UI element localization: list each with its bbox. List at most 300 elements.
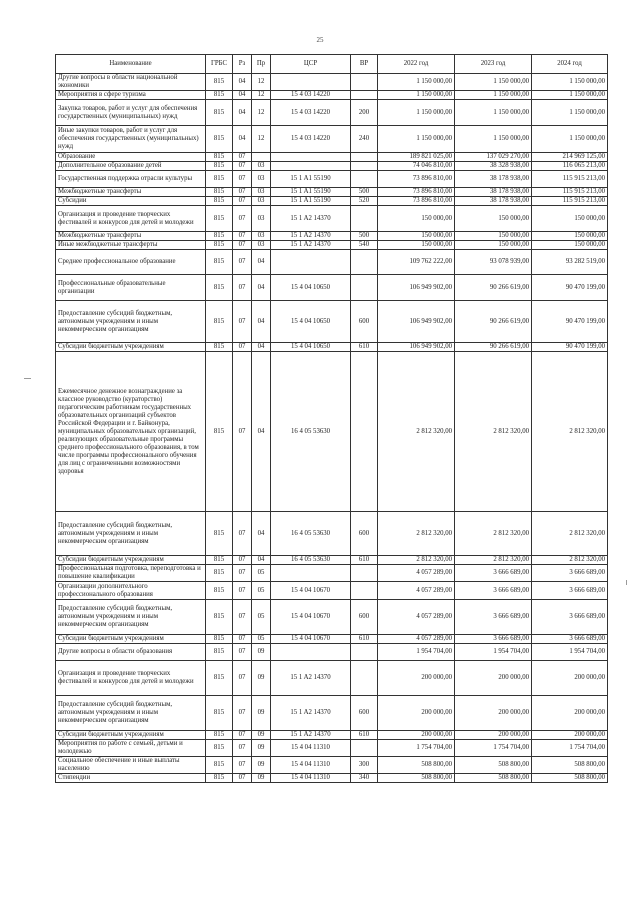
row-2023: 3 666 689,00 [455, 635, 532, 644]
row-pr: 09 [252, 644, 271, 661]
row-2022: 1 150 000,00 [378, 91, 455, 100]
table-row [56, 582, 608, 600]
row-2024: 115 915 213,00 [532, 171, 608, 188]
row-csr [271, 565, 351, 582]
row-csr: 16 4 05 53630 [271, 352, 351, 512]
row-2022: 150 000,00 [378, 232, 455, 241]
row-2023: 1 150 000,00 [455, 91, 532, 100]
row-2022: 106 949 902,00 [378, 343, 455, 352]
row-csr: 15 1 A2 14370 [271, 206, 351, 232]
row-2022: 4 057 289,00 [378, 600, 455, 635]
table-row [56, 206, 608, 232]
table-row [56, 661, 608, 696]
row-pr: 12 [252, 100, 271, 126]
row-2023: 90 266 619,00 [455, 343, 532, 352]
row-grbs: 815 [206, 153, 233, 162]
row-rz: 07 [233, 556, 252, 565]
row-rz: 07 [233, 153, 252, 162]
row-csr: 15 4 04 10670 [271, 582, 351, 600]
row-2022: 508 800,00 [378, 757, 455, 774]
row-name: Профессиональные образовательные организации [56, 275, 206, 301]
row-pr: 03 [252, 162, 271, 171]
row-csr: 15 4 03 14220 [271, 91, 351, 100]
table-row [56, 343, 608, 352]
header-csr: ЦСР [271, 55, 351, 74]
row-2024: 1 754 704,00 [532, 740, 608, 757]
header-vr: ВР [351, 55, 378, 74]
budget-table [55, 54, 608, 783]
row-rz: 07 [233, 188, 252, 197]
row-2023: 2 812 320,00 [455, 352, 532, 512]
row-2024: 200 000,00 [532, 661, 608, 696]
row-csr: 15 4 03 14220 [271, 100, 351, 126]
row-name: Образование [56, 153, 206, 162]
scan-mark-right [626, 580, 627, 585]
row-2024: 90 470 199,00 [532, 343, 608, 352]
row-csr: 15 4 04 10650 [271, 301, 351, 343]
row-2024: 2 812 320,00 [532, 556, 608, 565]
table-row [56, 188, 608, 197]
row-2022: 1 754 704,00 [378, 740, 455, 757]
row-name: Предоставление субсидий бюджетным, автономным учреждениям и иным некоммерческим организациям [56, 301, 206, 343]
row-rz: 07 [233, 232, 252, 241]
row-rz: 07 [233, 352, 252, 512]
table-row [56, 774, 608, 783]
row-rz: 07 [233, 731, 252, 740]
table-row [56, 171, 608, 188]
row-rz: 07 [233, 565, 252, 582]
header-name: Наименование [56, 55, 206, 74]
row-2024: 508 800,00 [532, 774, 608, 783]
row-vr: 340 [351, 774, 378, 783]
row-name: Субсидии бюджетным учреждениям [56, 343, 206, 352]
row-vr [351, 565, 378, 582]
row-2024: 508 800,00 [532, 757, 608, 774]
row-2023: 3 666 689,00 [455, 600, 532, 635]
row-2024: 1 150 000,00 [532, 126, 608, 153]
row-rz: 07 [233, 757, 252, 774]
table-row [56, 232, 608, 241]
row-pr: 03 [252, 171, 271, 188]
row-name: Дополнительное образование детей [56, 162, 206, 171]
row-pr: 05 [252, 582, 271, 600]
row-grbs: 815 [206, 162, 233, 171]
row-grbs: 815 [206, 206, 233, 232]
row-pr: 03 [252, 232, 271, 241]
row-2022: 1 150 000,00 [378, 74, 455, 91]
row-2023: 150 000,00 [455, 241, 532, 250]
row-csr: 15 4 04 10650 [271, 275, 351, 301]
row-2024: 1 954 704,00 [532, 644, 608, 661]
row-grbs: 815 [206, 197, 233, 206]
row-csr: 15 1 A1 55190 [271, 188, 351, 197]
row-2022: 73 896 810,00 [378, 188, 455, 197]
table-header-row [56, 55, 608, 74]
row-2024: 214 969 125,00 [532, 153, 608, 162]
row-vr: 600 [351, 600, 378, 635]
table-row [56, 757, 608, 774]
row-2023: 200 000,00 [455, 661, 532, 696]
row-pr: 05 [252, 635, 271, 644]
row-name: Среднее профессиональное образование [56, 250, 206, 275]
row-rz: 07 [233, 661, 252, 696]
row-2022: 74 046 810,00 [378, 162, 455, 171]
row-rz: 07 [233, 343, 252, 352]
row-grbs: 815 [206, 661, 233, 696]
row-grbs: 815 [206, 635, 233, 644]
row-2024: 2 812 320,00 [532, 352, 608, 512]
row-vr: 610 [351, 556, 378, 565]
row-rz: 07 [233, 301, 252, 343]
row-pr: 12 [252, 74, 271, 91]
row-2024: 200 000,00 [532, 731, 608, 740]
row-pr: 09 [252, 696, 271, 731]
header-2024: 2024 год [532, 55, 608, 74]
row-name: Субсидии бюджетным учреждениям [56, 635, 206, 644]
row-2022: 200 000,00 [378, 661, 455, 696]
row-csr [271, 74, 351, 91]
row-2022: 2 812 320,00 [378, 512, 455, 556]
row-2022: 4 057 289,00 [378, 565, 455, 582]
row-rz: 07 [233, 644, 252, 661]
table-row [56, 565, 608, 582]
row-csr: 16 4 05 53630 [271, 512, 351, 556]
row-vr [351, 275, 378, 301]
row-rz: 07 [233, 197, 252, 206]
row-grbs: 815 [206, 731, 233, 740]
row-2022: 508 800,00 [378, 774, 455, 783]
header-grbs: ГРБС [206, 55, 233, 74]
row-2022: 106 949 902,00 [378, 275, 455, 301]
row-csr: 15 4 04 11310 [271, 774, 351, 783]
row-rz: 04 [233, 100, 252, 126]
row-pr: 04 [252, 556, 271, 565]
row-csr [271, 153, 351, 162]
row-csr: 15 4 04 11310 [271, 757, 351, 774]
row-csr: 15 1 A2 14370 [271, 731, 351, 740]
row-2023: 1 150 000,00 [455, 126, 532, 153]
row-pr: 03 [252, 197, 271, 206]
row-2024: 115 915 213,00 [532, 188, 608, 197]
row-vr: 610 [351, 731, 378, 740]
row-csr: 15 1 A1 55190 [271, 171, 351, 188]
row-name: Ежемесячное денежное вознаграждение за классное руководство (кураторство) педагогическим работникам государственных образовательных организаций субъектов Российской Федерации и г. Байконура, муниципальных образовательных организаций, реализующих образовательные программы среднего профессионального образования, в том числе программы профессионального обучения для лиц с ограниченными возможностями здоровья [56, 352, 206, 512]
row-vr: 600 [351, 696, 378, 731]
scan-mark-left [24, 378, 31, 379]
row-rz: 04 [233, 126, 252, 153]
row-rz: 07 [233, 635, 252, 644]
row-grbs: 815 [206, 241, 233, 250]
row-pr: 03 [252, 241, 271, 250]
page-number: 25 [316, 36, 324, 44]
row-2022: 200 000,00 [378, 696, 455, 731]
row-2023: 508 800,00 [455, 774, 532, 783]
row-name: Иные закупки товаров, работ и услуг для обеспечения государственных (муниципальных) нужд [56, 126, 206, 153]
table-row [56, 731, 608, 740]
row-name: Социальное обеспечение и иные выплаты населению [56, 757, 206, 774]
row-2023: 2 812 320,00 [455, 512, 532, 556]
row-2023: 3 666 689,00 [455, 582, 532, 600]
table-row [56, 556, 608, 565]
row-rz: 07 [233, 582, 252, 600]
row-grbs: 815 [206, 600, 233, 635]
header-2023: 2023 год [455, 55, 532, 74]
row-rz: 07 [233, 600, 252, 635]
row-2024: 150 000,00 [532, 232, 608, 241]
header-rz: Рз [233, 55, 252, 74]
row-2024: 115 915 213,00 [532, 197, 608, 206]
row-name: Закупка товаров, работ и услуг для обеспечения государственных (муниципальных) нужд [56, 100, 206, 126]
table-row [56, 301, 608, 343]
row-name: Другие вопросы в области национальной экономики [56, 74, 206, 91]
row-rz: 04 [233, 74, 252, 91]
row-name: Организации дополнительного профессионального образования [56, 582, 206, 600]
row-2024: 90 470 199,00 [532, 275, 608, 301]
row-csr: 16 4 05 53630 [271, 556, 351, 565]
row-vr: 300 [351, 757, 378, 774]
row-vr [351, 162, 378, 171]
row-2023: 38 178 938,00 [455, 197, 532, 206]
row-vr: 600 [351, 512, 378, 556]
row-csr: 15 1 A1 55190 [271, 197, 351, 206]
row-vr [351, 206, 378, 232]
row-pr [252, 153, 271, 162]
row-2023: 1 150 000,00 [455, 100, 532, 126]
row-2023: 508 800,00 [455, 757, 532, 774]
row-rz: 07 [233, 162, 252, 171]
row-grbs: 815 [206, 275, 233, 301]
row-name: Предоставление субсидий бюджетным, автономным учреждениям и иным некоммерческим организациям [56, 512, 206, 556]
row-2024: 1 150 000,00 [532, 74, 608, 91]
row-2023: 3 666 689,00 [455, 565, 532, 582]
row-2023: 93 078 939,00 [455, 250, 532, 275]
row-grbs: 815 [206, 512, 233, 556]
row-grbs: 815 [206, 188, 233, 197]
row-pr: 09 [252, 740, 271, 757]
row-vr: 520 [351, 197, 378, 206]
row-name: Государственная поддержка отрасли культуры [56, 171, 206, 188]
row-grbs: 815 [206, 74, 233, 91]
row-2024: 3 666 689,00 [532, 600, 608, 635]
row-grbs: 815 [206, 171, 233, 188]
row-grbs: 815 [206, 126, 233, 153]
row-csr: 15 4 04 10650 [271, 343, 351, 352]
row-rz: 07 [233, 696, 252, 731]
row-pr: 12 [252, 126, 271, 153]
row-name: Стипендии [56, 774, 206, 783]
table-row [56, 241, 608, 250]
row-rz: 04 [233, 91, 252, 100]
row-2022: 2 812 320,00 [378, 352, 455, 512]
row-rz: 07 [233, 774, 252, 783]
row-vr: 600 [351, 301, 378, 343]
row-name: Иные межбюджетные трансферты [56, 241, 206, 250]
row-csr: 15 4 04 10670 [271, 635, 351, 644]
row-rz: 07 [233, 740, 252, 757]
row-pr: 09 [252, 731, 271, 740]
row-2022: 2 812 320,00 [378, 556, 455, 565]
row-name: Предоставление субсидий бюджетным, автономным учреждениям и иным некоммерческим организациям [56, 696, 206, 731]
row-2022: 1 150 000,00 [378, 100, 455, 126]
row-2022: 150 000,00 [378, 241, 455, 250]
row-2023: 200 000,00 [455, 696, 532, 731]
row-pr: 09 [252, 774, 271, 783]
row-2022: 189 821 025,00 [378, 153, 455, 162]
row-vr: 500 [351, 232, 378, 241]
row-pr: 04 [252, 343, 271, 352]
row-2022: 109 762 222,00 [378, 250, 455, 275]
row-vr [351, 740, 378, 757]
row-pr: 04 [252, 352, 271, 512]
table-row [56, 250, 608, 275]
row-csr [271, 162, 351, 171]
row-2022: 4 057 289,00 [378, 582, 455, 600]
row-name: Межбюджетные трансферты [56, 232, 206, 241]
table-row [56, 91, 608, 100]
row-rz: 07 [233, 275, 252, 301]
row-2022: 106 949 902,00 [378, 301, 455, 343]
row-2023: 38 328 938,00 [455, 162, 532, 171]
row-csr: 15 1 A2 14370 [271, 232, 351, 241]
row-name: Межбюджетные трансферты [56, 188, 206, 197]
row-2024: 90 470 199,00 [532, 301, 608, 343]
row-vr [351, 91, 378, 100]
table-row [56, 644, 608, 661]
row-2022: 200 000,00 [378, 731, 455, 740]
row-2023: 90 266 619,00 [455, 275, 532, 301]
row-2024: 3 666 689,00 [532, 582, 608, 600]
table-row [56, 126, 608, 153]
row-vr [351, 582, 378, 600]
row-pr: 03 [252, 206, 271, 232]
row-grbs: 815 [206, 301, 233, 343]
header-pr: Пр [252, 55, 271, 74]
row-2022: 4 057 289,00 [378, 635, 455, 644]
table-row [56, 197, 608, 206]
row-2023: 1 150 000,00 [455, 74, 532, 91]
row-name: Субсидии [56, 197, 206, 206]
row-csr: 15 1 A2 14370 [271, 241, 351, 250]
row-vr: 200 [351, 100, 378, 126]
row-2022: 1 150 000,00 [378, 126, 455, 153]
table-row [56, 352, 608, 512]
table-row [56, 512, 608, 556]
row-vr [351, 74, 378, 91]
row-2023: 1 754 704,00 [455, 740, 532, 757]
row-pr: 04 [252, 301, 271, 343]
row-csr [271, 644, 351, 661]
row-grbs: 815 [206, 250, 233, 275]
row-rz: 07 [233, 512, 252, 556]
row-name: Профессиональная подготовка, переподготовка и повышение квалификации [56, 565, 206, 582]
row-2023: 90 266 619,00 [455, 301, 532, 343]
row-grbs: 815 [206, 644, 233, 661]
row-vr: 500 [351, 188, 378, 197]
row-vr: 240 [351, 126, 378, 153]
row-2024: 1 150 000,00 [532, 91, 608, 100]
row-2022: 150 000,00 [378, 206, 455, 232]
row-grbs: 815 [206, 352, 233, 512]
row-name: Мероприятия в сфере туризма [56, 91, 206, 100]
row-2023: 38 178 938,00 [455, 171, 532, 188]
row-2024: 3 666 689,00 [532, 635, 608, 644]
table-row [56, 696, 608, 731]
row-vr [351, 250, 378, 275]
row-rz: 07 [233, 250, 252, 275]
row-name: Другие вопросы в области образования [56, 644, 206, 661]
row-pr: 04 [252, 512, 271, 556]
row-2023: 38 178 938,00 [455, 188, 532, 197]
row-vr [351, 644, 378, 661]
row-grbs: 815 [206, 740, 233, 757]
row-grbs: 815 [206, 757, 233, 774]
table-row [56, 275, 608, 301]
table-row [56, 635, 608, 644]
row-grbs: 815 [206, 556, 233, 565]
row-2024: 3 666 689,00 [532, 565, 608, 582]
row-rz: 07 [233, 206, 252, 232]
row-grbs: 815 [206, 100, 233, 126]
row-name: Мероприятия по работе с семьей, детьми и молодежью [56, 740, 206, 757]
row-2024: 150 000,00 [532, 241, 608, 250]
row-2024: 116 065 213,00 [532, 162, 608, 171]
row-name: Организация и проведение творческих фестивалей и конкурсов для детей и молодежи [56, 206, 206, 232]
row-pr: 05 [252, 600, 271, 635]
row-2024: 1 150 000,00 [532, 100, 608, 126]
row-2022: 1 954 704,00 [378, 644, 455, 661]
row-csr: 15 1 A2 14370 [271, 696, 351, 731]
row-2023: 150 000,00 [455, 232, 532, 241]
row-2024: 93 282 519,00 [532, 250, 608, 275]
row-2024: 150 000,00 [532, 206, 608, 232]
row-vr: 540 [351, 241, 378, 250]
table-row [56, 162, 608, 171]
row-name: Субсидии бюджетным учреждениям [56, 731, 206, 740]
row-grbs: 815 [206, 565, 233, 582]
row-vr [351, 352, 378, 512]
row-grbs: 815 [206, 343, 233, 352]
row-2022: 73 896 810,00 [378, 171, 455, 188]
row-2024: 200 000,00 [532, 696, 608, 731]
row-2023: 200 000,00 [455, 731, 532, 740]
row-vr [351, 661, 378, 696]
row-csr: 15 1 A2 14370 [271, 661, 351, 696]
row-2023: 137 029 270,00 [455, 153, 532, 162]
row-2023: 1 954 704,00 [455, 644, 532, 661]
table-row [56, 153, 608, 162]
table-row [56, 74, 608, 91]
row-pr: 05 [252, 565, 271, 582]
row-pr: 09 [252, 661, 271, 696]
row-rz: 07 [233, 241, 252, 250]
table-row [56, 100, 608, 126]
row-2024: 2 812 320,00 [532, 512, 608, 556]
row-grbs: 815 [206, 774, 233, 783]
table-row [56, 740, 608, 757]
row-pr: 04 [252, 275, 271, 301]
row-grbs: 815 [206, 232, 233, 241]
row-name: Предоставление субсидий бюджетным, автономным учреждениям и иным некоммерческим организациям [56, 600, 206, 635]
row-pr: 12 [252, 91, 271, 100]
row-grbs: 815 [206, 696, 233, 731]
row-pr: 04 [252, 250, 271, 275]
table-row [56, 600, 608, 635]
row-pr: 03 [252, 188, 271, 197]
row-vr: 610 [351, 635, 378, 644]
row-2023: 2 812 320,00 [455, 556, 532, 565]
row-csr: 15 4 04 11310 [271, 740, 351, 757]
row-name: Субсидии бюджетным учреждениям [56, 556, 206, 565]
